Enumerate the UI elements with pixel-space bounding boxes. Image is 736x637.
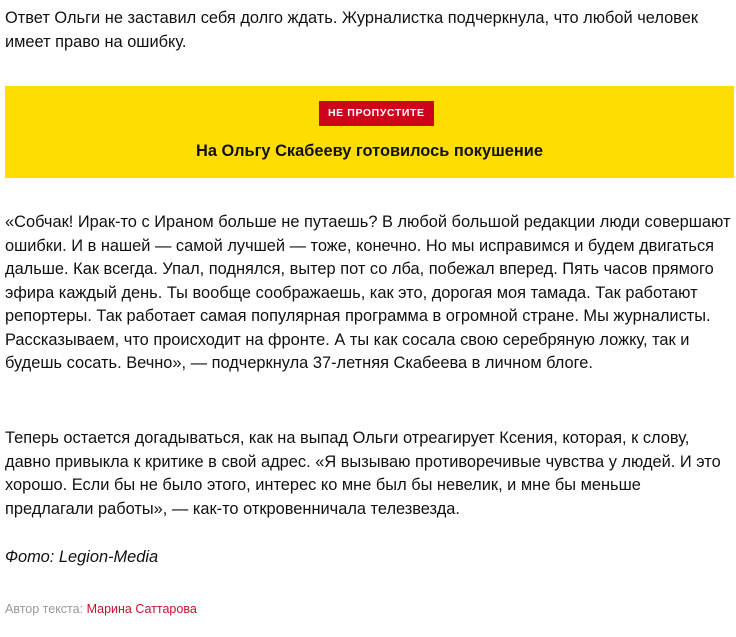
photo-credit: Фото: Legion-Media xyxy=(5,548,159,566)
author-label: Автор текста: xyxy=(5,602,84,616)
author-name-link[interactable]: Марина Саттарова xyxy=(86,602,197,616)
dont-miss-promo-block xyxy=(5,86,734,178)
dont-miss-badge[interactable]: НЕ ПРОПУСТИТЕ xyxy=(319,101,434,126)
article-paragraph-1: Ответ Ольги не заставил себя долго ждать. Журналистка подчеркнула, что любой человек имеет право на ошибку. xyxy=(5,9,698,51)
article-paragraph-2: «Собчак! Ирак-то с Ираном больше не путаешь? В любой большой редакции люди совершают ошибки. И в нашей — самой лучшей — тоже, конечно. Но мы исправимся и будем двигаться дальше. Как всегда. Упал, поднялся, вытер пот со лба, побежал вперед. Пять часов прямого эфира каждый день. Ты вообще соображаешь, как это, дорогая моя тамада. Так работают репортеры. Так работает самая популярная программа в огромной стране. Мы журналисты. Рассказываем, что происходит на фронте. А ты как сосала свою серебряную ложку, так и будешь сосать. Вечно», — подчеркнула 37-летняя Скабеева в личном блоге. xyxy=(5,213,731,372)
article-paragraph-3: Теперь остается догадываться, как на выпад Ольги отреагирует Ксения, которая, к слову, давно привыкла к критике в свой адрес. «Я вызываю противоречивые чувства у людей. И это хорошо. Если бы не было этого, интерес ко мне был бы невелик, и мне бы меньше предлагали работы», — как-то откровенничала телезвезда. xyxy=(5,429,721,518)
author-line xyxy=(5,600,197,618)
promo-headline-link[interactable]: На Ольгу Скабееву готовилось покушение xyxy=(196,142,543,160)
